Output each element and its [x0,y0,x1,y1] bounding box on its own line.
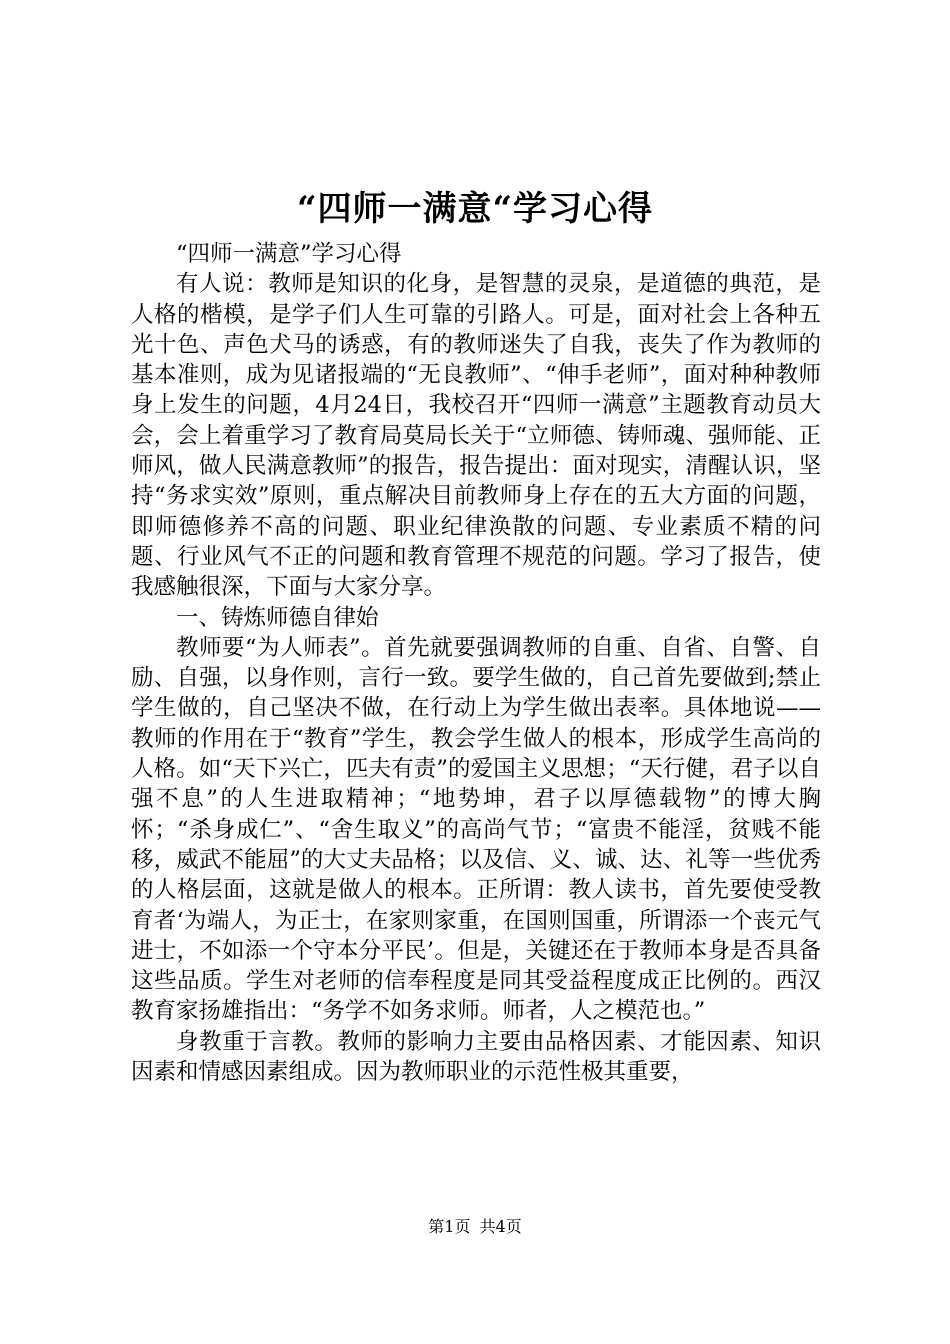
paragraph-subtitle: “四师一满意”学习心得 [176,241,402,267]
document-title: “四师一满意“学习心得 [296,189,654,229]
section-heading-1: 一、铸炼师德自律始 [176,604,379,631]
document-body [131,239,821,1087]
paragraph-example-teaching: 身教重于言教。教师的影响力主要由品格因素、才能因素、知识因素和情感因素组成。因为教师职业的示范性极其重要， [131,1028,821,1086]
paragraph-teacher-model: 教师要“为人师表”。首先就要强调教师的自重、自省、自警、自励、自强，以身作则，言行一致。要学生做的，自己首先要做到;禁止学生做的，自己坚决不做，在行动上为学生做出表率。具体地说——教师的作用在于“教育”学生，教会学生做人的根本，形成学生高尚的人格。如“天下兴亡，匹夫有责”的爱国主义思想；“天行健，君子以自强不息”的人生进取精神；“地势坤，君子以厚德载物”的博大胸怀；“杀身成仁”、“舍生取义”的高尚气节；“富贵不能淫，贫贱不能移，威武不能屈”的大丈夫品格；以及信、义、诚、达、礼等一些优秀的人格层面，这就是做人的根本。正所谓：教人读书，首先要使受教育者‘为端人，为正士，在家则家重，在国则国重，所谓添一个丧元气进士，不如添一个守本分平民’。但是，关键还在于教师本身是否具备这些品质。学生对老师的信奉程度是同其受益程度成正比例的。西汉教育家扬雄指出：“务学不如务求师。师者，人之模范也。” [131,634,821,1025]
paragraph-intro: 有人说：教师是知识的化身，是智慧的灵泉，是道德的典范，是人格的楷模，是学子们人生可靠的引路人。可是，面对社会上各种五光十色、声色犬马的诱惑，有的教师迷失了自我，丧失了作为教师的基本准则，成为见诸报端的“无良教师”、“伸手老师”，面对种种教师身上发生的问题，4月24日，我校召开“四师一满意”主题教育动员大会，会上着重学习了教育局莫局长关于“立师德、铸师魂、强师能、正师风，做人民满意教师”的报告，报告提出：面对现实，清醒认识，坚持“务求实效”原则，重点解决目前教师身上存在的五大方面的问题，即师德修养不高的问题、职业纪律涣散的问题、专业素质不精的问题、行业风气不正的问题和教育管理不规范的问题。学习了报告，使我感触很深，下面与大家分享。 [131,271,821,601]
page-footer: 第1页 共4页 [428,1217,522,1236]
